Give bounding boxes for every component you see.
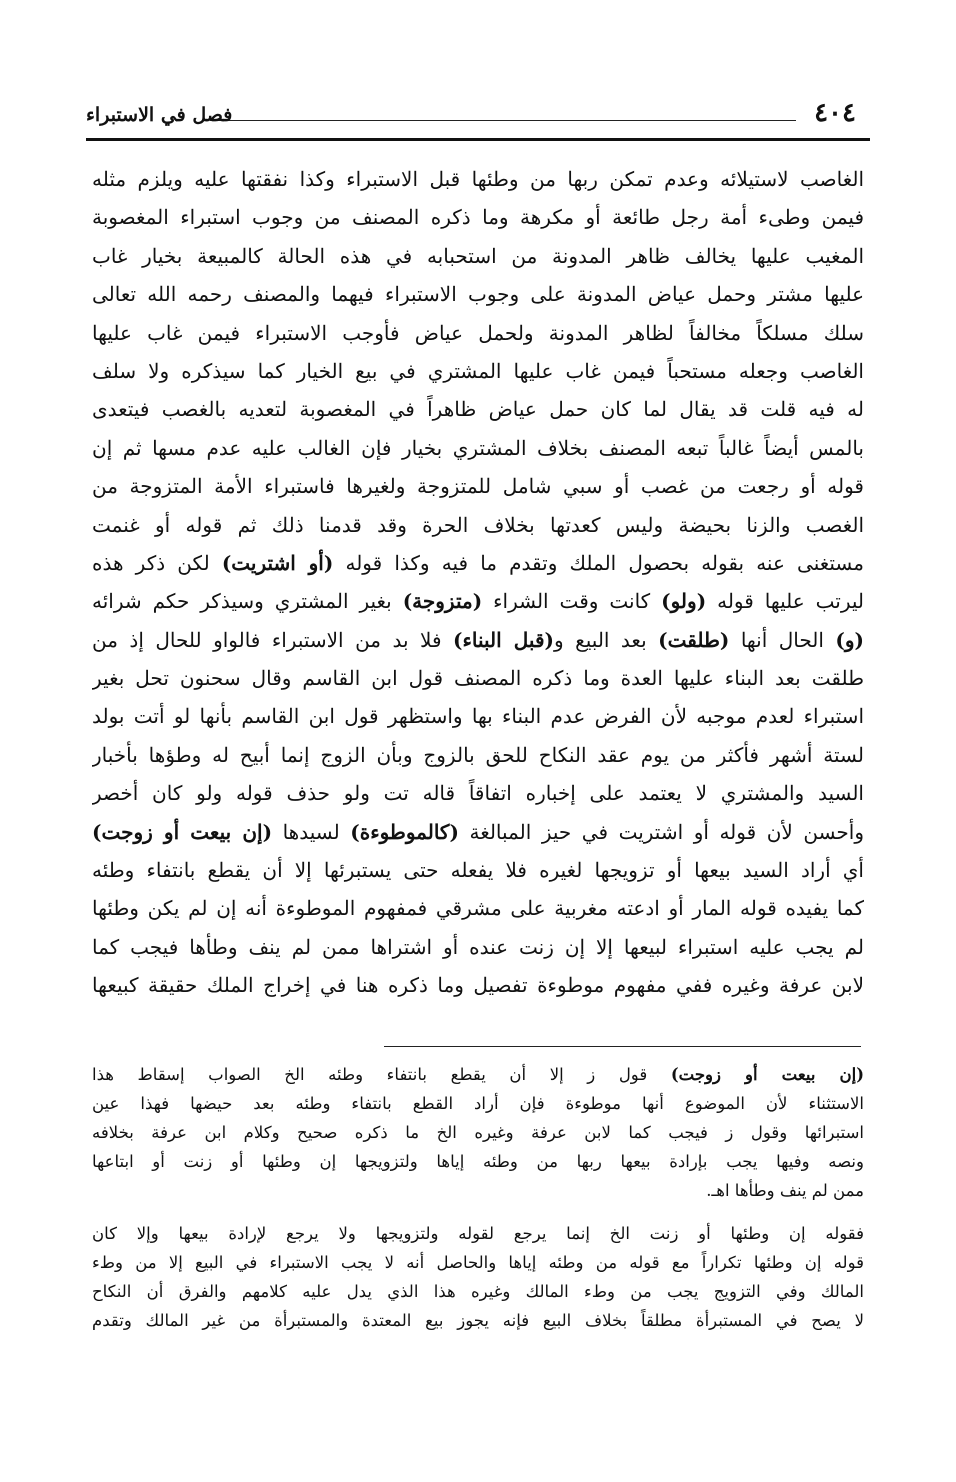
bold-term: (كالموطوءة) <box>350 819 459 844</box>
text-line <box>92 1306 864 1335</box>
footnote-separator <box>384 1046 861 1047</box>
text-run: لم يجب عليه استبراء لبيعها إلا إن زنت عنده أو اشتراها ممن لم ينف وطأها فيجب كما <box>92 934 864 959</box>
text-line <box>92 198 864 236</box>
text-line <box>92 429 864 467</box>
text-run: المغيب عليها يخالف ظاهر المدونة من استحبابه في هذه الحالة كالمبيعة بخيار غاب <box>92 243 864 268</box>
header-rule <box>210 120 796 121</box>
text-run: قوله أو رجعت من غصب أو سبي شامل للمتزوجة ولغيرها فاستبراء الأمة المتزوجة من <box>92 474 864 499</box>
text-run: لستة أشهر فأكثر من يوم عقد النكاح للحق بالزوج وبأن الزوج إنما أبيح له وطؤها بأخبار <box>92 742 864 767</box>
text-line <box>92 966 864 1004</box>
text-run: قول ز إلا أن يقطع بانتفاء وطئه الخ الصواب إسقاط هذا <box>92 1065 671 1084</box>
text-line <box>92 1147 864 1176</box>
text-run: فلا بد من الاستبراء فالواو للحال إذ من <box>92 627 453 652</box>
text-line <box>92 1277 864 1306</box>
page-number: ٤٠٤ <box>814 98 856 128</box>
text-run: أي أراد السيد بيعها أو تزويجها لغيره فلا يفعله حتى يستبرئها إلا أن يقطع بانتفاء وطئه <box>92 858 864 883</box>
text-run: كانت وقت الشراء <box>482 589 662 614</box>
text-run: السيد والمشتري لا يعتمد على إخباره اتفاقاً قاله تت ولو حذف قوله ولو كان أخصر <box>92 781 864 806</box>
text-line <box>92 275 864 313</box>
text-line <box>92 736 864 774</box>
text-line <box>92 659 864 697</box>
text-line <box>92 928 864 966</box>
text-line <box>92 544 864 582</box>
text-line <box>92 697 864 735</box>
footnote-paragraph-1 <box>92 1060 864 1205</box>
text-run: لسيدها <box>272 819 351 844</box>
bold-term: (إن بيعت أو زوجت) <box>92 819 273 844</box>
footnote-paragraph-2 <box>92 1219 864 1335</box>
text-run: بغير المشتري وسيذكر حكم شرائه <box>92 589 403 614</box>
text-run: المالك وفي التزويج يجب من وطء المالك وغيره هذا الذي يدل عليه كلامهم والفرق أن النكاح <box>92 1282 864 1301</box>
text-run: لا يصح في المستبرأة مطلقاً بخلاف البيع فإنه يجوز بيع المعتدة والمستبرأة من غير المالك وتقدم <box>92 1311 864 1330</box>
text-line <box>92 1118 864 1147</box>
text-run: الغاصب لاستيلائه وعدم تمكن ربها من وطئها قبل الاستبراء وكذا نفقتها عليه ويلزم مثله <box>92 167 864 191</box>
footnotes <box>92 1060 864 1335</box>
text-run: له فيه قلت قد يقال لما كان حمل عياض ظاهراً في المغصوبة لتعديه بالغصب فيتعدى <box>92 397 864 422</box>
text-line <box>92 1060 864 1089</box>
text-line <box>92 774 864 812</box>
text-run: سلك مسلكاً مخالفاً لظاهر المدونة ولحمل عياض فأوجب الاستبراء فيمن غاب عليها <box>92 320 864 345</box>
text-run: الاستثناء لأن الموضوع أنها موطوءة فإن أراد القطع بانتفاء وطئه بعد حيضها فهذا عين <box>92 1094 864 1113</box>
bold-term: (أو اشتريت) <box>221 550 334 575</box>
text-run: كما يفيده قوله المار أو ادعته مغربية على مشرقي فمفهوم الموطوءة أنه إن لم يكن وطئها <box>92 896 864 921</box>
text-run: لابن عرفة وغيره ففي مفهوم موطوءة تفصيل وما ذكره هنا في إخراج الملك حقيقة كبيعها <box>92 973 864 998</box>
text-run: وأحسن لأن قوله أو اشتريت في حيز المبالغة <box>458 819 864 844</box>
main-text <box>92 160 864 1005</box>
header-divider <box>86 138 870 141</box>
text-run: فيمن وطىء أمة رجل طائعة أو مكرهة وما ذكره المصنف من وجوب استبراء المغصوبة <box>92 205 864 230</box>
text-line <box>92 621 864 659</box>
bold-term: (قبل البناء) <box>453 627 554 652</box>
text-run: بعد البيع و <box>553 627 659 652</box>
text-line <box>92 1219 864 1248</box>
text-line <box>92 1176 864 1205</box>
text-run: بالمس أيضاً غالباً تبعه المصنف بخلاف المشتري بخيار فإن الغالب عليه عدم مسها ثم إن <box>92 435 864 460</box>
text-line <box>92 390 864 428</box>
text-run: الحال أنها <box>729 627 836 652</box>
text-line <box>92 160 864 198</box>
bold-term: (ولو) <box>661 589 707 614</box>
text-run: الغصب والزنا بحيضة وليس كعدتها بخلاف الحرة وقد قدمنا ذلك ثم قوله أو غنمت <box>92 512 864 537</box>
text-run: استبرائها وقول ز فيجب كما لابن عرفة وغيره الخ ما ذكره صحيح وكلام ابن عرفة بخلافه <box>92 1123 864 1142</box>
text-line <box>92 506 864 544</box>
text-run: قوله إن وطئها تكراراً مع قوله من وطئه إياها والحاصل أنه لا يجب الاستبراء في البيع إلا من وطء <box>92 1253 864 1272</box>
bold-term: (و) <box>835 627 864 652</box>
text-line <box>92 582 864 620</box>
text-run: ممن لم ينف وطأها اهـ. <box>706 1181 864 1200</box>
text-run: ونصه وفيها يجب بإرادة بيعها ربها من وطئه إياها ولتزويجها إن وطئها أو زنت أو ابتاعها <box>92 1152 864 1171</box>
bold-term: (متزوجة) <box>402 589 483 614</box>
text-line <box>92 467 864 505</box>
text-run: فقوله إن وطئها أو زنت الخ إنما يرجع لقوله ولتزويجها ولا يرجع لإرادة بيعها وإلا كان <box>92 1224 864 1243</box>
text-line <box>92 1248 864 1277</box>
text-line <box>92 889 864 927</box>
text-run: مستغنى عنه بقوله بحصول الملك وتقدم ما فيه وكذا قوله <box>333 550 864 575</box>
text-run: استبراء لعدم موجبه لأن الفرض عدم البناء بها واستظهر قول ابن القاسم بأنها لو أتت بولد <box>92 704 864 729</box>
text-line <box>92 813 864 851</box>
text-line <box>92 1089 864 1118</box>
text-run: ليرتب عليها قوله <box>706 589 864 614</box>
page-header <box>86 96 870 136</box>
running-title: فصل في الاستبراء <box>86 104 233 126</box>
text-line <box>92 237 864 275</box>
bold-term: (إن بيعت أو زوجت) <box>670 1065 864 1084</box>
text-line <box>92 352 864 390</box>
text-line <box>92 851 864 889</box>
text-run: عليها مشتر وحمل عياض المدونة على وجوب الاستبراء فيهما والمصنف رحمه الله تعالى <box>92 282 864 307</box>
text-run: لكن ذكر هذه <box>92 550 222 575</box>
text-line <box>92 314 864 352</box>
bold-term: (طلقت) <box>658 627 730 652</box>
text-run: الغاصب وجعله مستحباً فيمن غاب عليها المشتري في بيع الخيار كما سيذكره ولا سلف <box>92 358 864 383</box>
text-run: طلقت بعد البناء عليها العدة وما ذكره المصنف قول ابن القاسم وقال سحنون تحل بغير <box>92 666 864 691</box>
